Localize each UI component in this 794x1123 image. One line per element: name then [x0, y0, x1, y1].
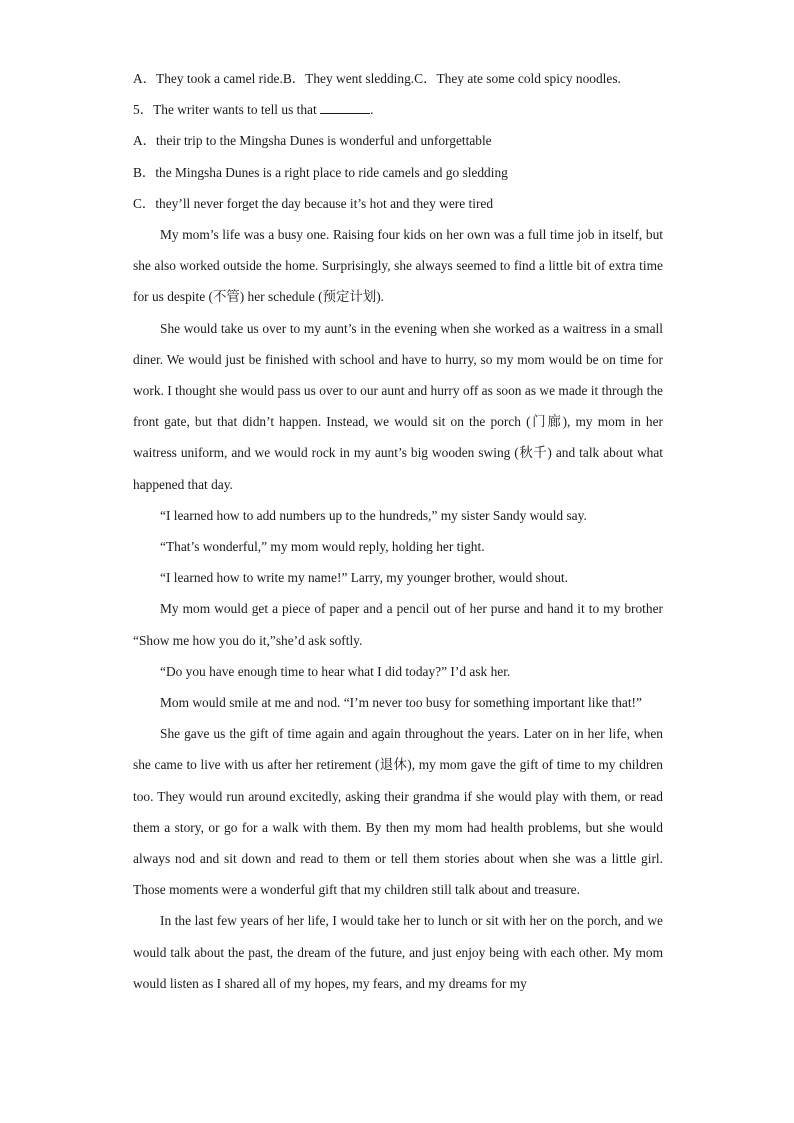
question4-options: A．They took a camel ride.B．They went sledding.C．They ate some cold spicy noodles.: [133, 71, 621, 86]
question5-stem: [133, 94, 663, 125]
passage-paragraph: “That’s wonderful,” my mom would reply, holding her tight.: [160, 538, 485, 554]
reading-passage: [133, 219, 663, 999]
passage-paragraph: She gave us the gift of time again and again throughout the years. Later on in her life, when she came to live with us after her retirement (退休), my mom gave the gift of time to my children too. They would run around excitedly, asking their grandma if she would play with them, or read them a story, or go for a walk with them. By then my mom had health problems, but she would always nod and sit down and read to them or tell them stories about when she was a little girl. Those moments were a wonderful gift that my children still talk about and treasure.: [133, 726, 663, 898]
passage-paragraph: Mom would smile at me and nod. “I’m never too busy for something important like that!”: [160, 694, 642, 710]
answer-blank: [320, 102, 370, 114]
passage-paragraph: “I learned how to add numbers up to the hundreds,” my sister Sandy would say.: [160, 507, 587, 523]
passage-paragraph: “Do you have enough time to hear what I did today?” I’d ask her.: [160, 663, 511, 679]
passage-paragraph: My mom’s life was a busy one. Raising four kids on her own was a full time job in itself, but she also worked outside the home. Surprisingly, she always seemed to find a little bit of extra time for us despite (不管) her schedule (预定计划).: [133, 226, 663, 305]
passage-paragraph: My mom would get a piece of paper and a pencil out of her purse and hand it to my brother “Show me how you do it,”she’d ask softly.: [133, 601, 663, 648]
passage-paragraph: “I learned how to write my name!” Larry, my younger brother, would shout.: [160, 570, 569, 586]
question5-stem-text: 5．The writer wants to tell us that: [133, 102, 317, 118]
question5-option-a: A．their trip to the Mingsha Dunes is wonderful and unforgettable: [133, 133, 492, 149]
passage-paragraph: In the last few years of her life, I would take her to lunch or sit with her on the porch, and we would talk about the past, the dream of the future, and just enjoy being with each other. My mom would listen as I shared all of my hopes, my fears, and my dreams for my: [133, 913, 663, 991]
question5-stem-end: .: [370, 102, 374, 118]
question5-option-b: B．the Mingsha Dunes is a right place to ride camels and go sledding: [133, 164, 508, 180]
question5-option-c: C．they’ll never forget the day because it’s hot and they were tired: [133, 195, 494, 211]
passage-paragraph: She would take us over to my aunt’s in the evening when she worked as a waitress in a small diner. We would just be finished with school and have to hurry, so my mom would be on time for work. I thought she would pass us over to our aunt and hurry off as soon as we made it through the front gate, but that didn’t happen. Instead, we would sit on the porch (门廊), my mom in her waitress uniform, and we would rock in my aunt’s big wooden swing (秋千) and talk about what happened that day.: [133, 320, 663, 492]
document-page: [133, 63, 663, 999]
